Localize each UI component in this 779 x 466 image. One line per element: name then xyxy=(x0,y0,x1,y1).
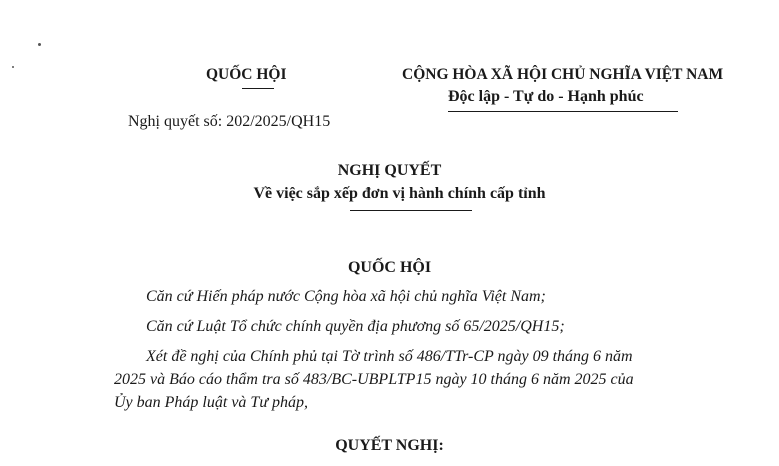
scan-speck xyxy=(12,66,14,68)
preamble-basis-constitution: Căn cứ Hiến pháp nước Cộng hòa xã hội chủ nghĩa Việt Nam; xyxy=(146,288,546,305)
preamble-consideration-line3: Ủy ban Pháp luật và Tư pháp, xyxy=(114,394,309,411)
motto-underline xyxy=(448,111,678,112)
preamble-consideration-line1: Xét đề nghị của Chính phủ tại Tờ trình số 486/TTr-CP ngày 09 tháng 6 năm xyxy=(146,348,633,365)
subtitle-underline xyxy=(350,210,472,211)
resolution-number: Nghị quyết số: 202/2025/QH15 xyxy=(128,113,331,130)
document-title: NGHỊ QUYẾT xyxy=(337,162,442,179)
issuing-body-underline xyxy=(242,88,274,89)
scan-speck xyxy=(38,43,41,46)
preamble-basis-law: Căn cứ Luật Tổ chức chính quyền địa phương số 65/2025/QH15; xyxy=(146,318,565,335)
document-subtitle: Về việc sắp xếp đơn vị hành chính cấp tỉnh xyxy=(253,185,546,202)
preamble-consideration-line2: 2025 và Báo cáo thẩm tra số 483/BC-UBPLTP15 ngày 10 tháng 6 năm 2025 của xyxy=(114,371,634,388)
national-motto: Độc lập - Tự do - Hạnh phúc xyxy=(448,88,644,105)
national-title: CỘNG HÒA XÃ HỘI CHỦ NGHĨA VIỆT NAM xyxy=(402,66,724,83)
issuer-heading: QUỐC HỘI xyxy=(347,259,432,276)
decision-heading: QUYẾT NGHỊ: xyxy=(335,437,444,454)
issuing-body-header: QUỐC HỘI xyxy=(206,66,287,83)
